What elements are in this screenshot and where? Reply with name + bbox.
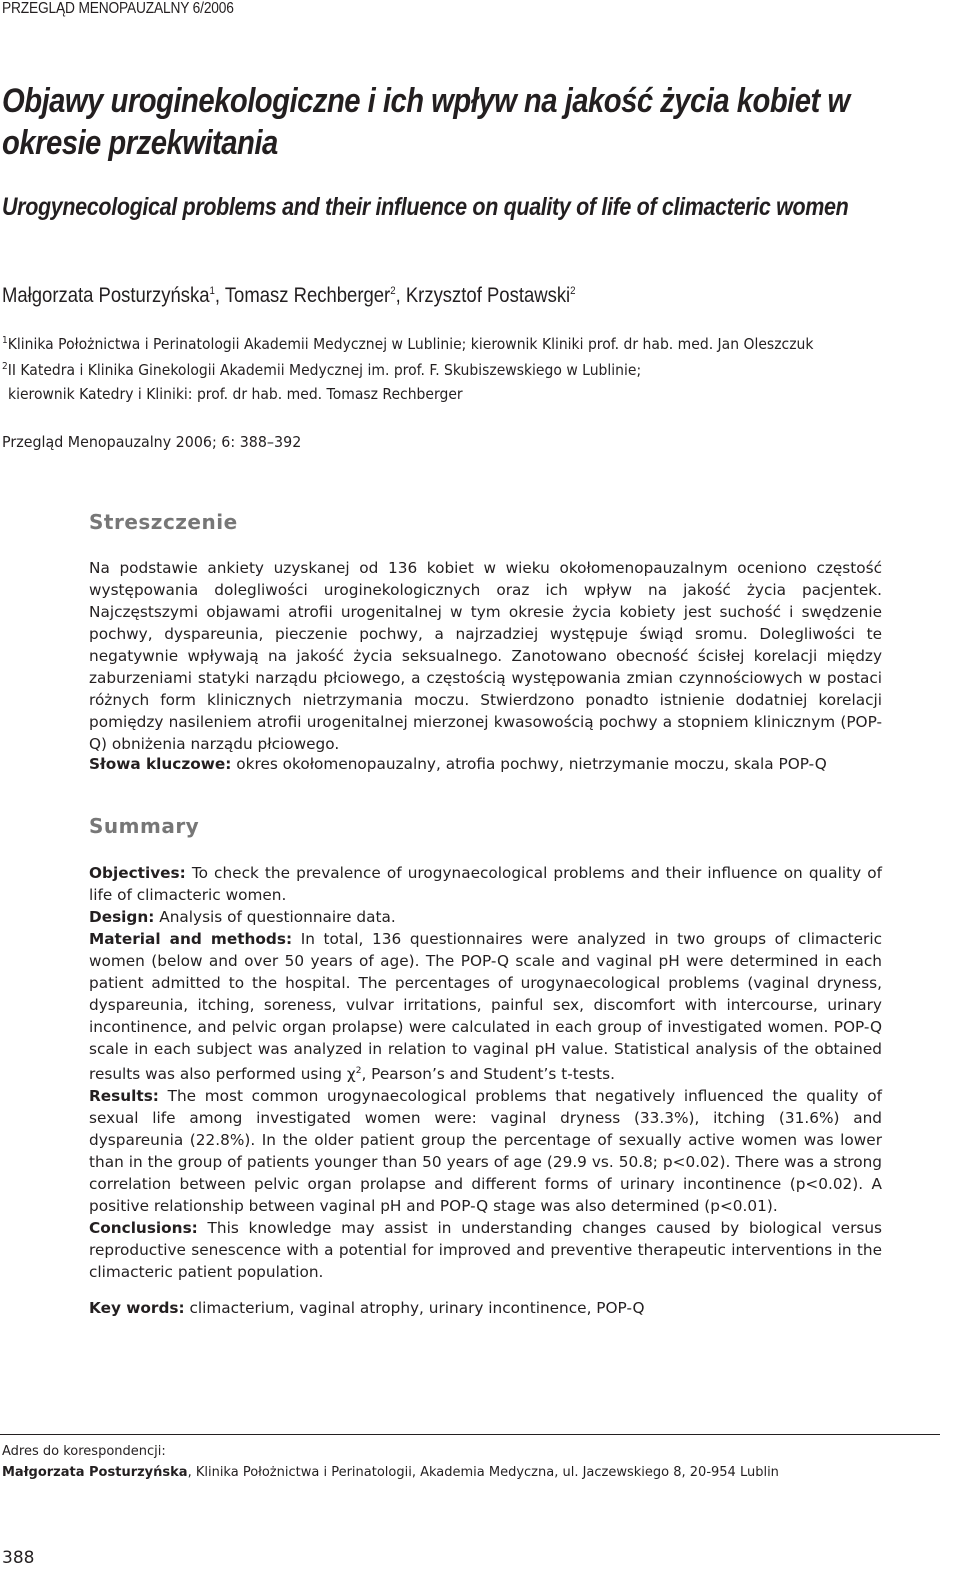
citation: Przegląd Menopauzalny 2006; 6: 388–392	[2, 433, 302, 451]
author-list	[2, 284, 900, 308]
author-affiliation-mark: 2	[570, 285, 576, 297]
article-title-english: Urogynecological problems and their influence on quality of life of climacteric women	[2, 193, 849, 221]
correspondence-name: Małgorzata Posturzyńska	[2, 1465, 188, 1480]
summary-heading: Summary	[89, 814, 200, 838]
objectives-label: Objectives:	[89, 864, 186, 882]
author-separator: ,	[214, 284, 225, 307]
summary-body	[89, 862, 882, 1283]
results-text: The most common urogynaecological problems that negatively influenced the quality of sexual life among investigated women were: vaginal dryness (33.3%), itching (31.6%) and dyspareunia (22.8%). In the older patient group the percentage of sexually active women was lower than in the group of patients younger than 50 years of age (29.9 vs. 50.8; p<0.02). There was a strong correlation between pelvic organ prolapse and different forms of urinary incontinence (p<0.02). A positive relationship between vaginal pH and POP-Q stage was also determined (p<0.01).	[89, 1087, 882, 1216]
keywords-text: climacterium, vaginal atrophy, urinary incontinence, POP-Q	[184, 1299, 645, 1317]
keywords-label: Słowa kluczowe:	[89, 755, 232, 773]
methods-text-end: , Pearson’s and Student’s t-tests.	[361, 1065, 615, 1084]
author-name: Tomasz Rechberger	[224, 284, 391, 307]
affiliation-mark: 1	[2, 335, 8, 346]
keywords-label: Key words:	[89, 1299, 185, 1317]
page-number: 388	[2, 1548, 35, 1568]
streszczenie-text: Na podstawie ankiety uzyskanej od 136 kobiet w wieku okołomenopauzalnym oceniono częstość występowania dolegliwości uroginekologicznych oraz ich wpływ na jakość życia pacjentek. Najczęstszymi objawami atrofii urogenitalnej w tym okresie życia kobiety jest suchość i swędzenie pochwy, dyspareunia, pieczenie pochwy, a najrzadziej występuje świąd sromu. Dolegliwości te negatywnie wpływają na jakość życia seksualnego. Zanotowano obecność ścisłej korelacji między zaburzeniami statyki narządu płciowego, a częstością występowania zmian czynnościowych w postaci różnych form klinicznych nietrzymania moczu. Stwierdzono ponadto istnienie dodatniej korelacji pomiędzy nasileniem atrofii urogenitalnej mierzonej kwasowością pochwy a stopniem klinicznym (POP-Q) obniżenia narządu płciowego.	[89, 559, 882, 753]
correspondence-address	[2, 1465, 779, 1480]
methods-text: In total, 136 questionnaires were analyzed in two groups of climacteric women (below and over 50 years of age). The POP-Q scale and vaginal pH were determined in each patient admitted to the hospital. The percentages of urogynaecological problems (vaginal dryness, dyspareunia, itching, soreness, vulvar irritations, painful sex, discomfort with intercourse, urinary incontinence, and pelvic organ prolapse) were calculated in each group of investigated women. POP-Q scale in each subject was analyzed in relation to vaginal pH value. Statistical analysis of the obtained results was also performed using χ	[89, 930, 882, 1084]
streszczenie-heading: Streszczenie	[89, 510, 238, 534]
article-title-polish: Objawy uroginekologiczne i ich wpływ na jakość życia kobiet w okresie przekwitania	[2, 82, 850, 162]
author-name: Krzysztof Postawski	[405, 284, 571, 307]
correspondence-label: Adres do korespondencji:	[2, 1444, 166, 1459]
conclusions-paragraph	[89, 1217, 882, 1283]
footer-divider	[0, 1434, 940, 1435]
design-text: Analysis of questionnaire data.	[154, 908, 396, 926]
author-separator: ,	[395, 284, 406, 307]
affiliation-2-continued: kierownik Katedry i Kliniki: prof. dr hab. med. Tomasz Rechberger	[8, 385, 463, 403]
affiliation-1	[2, 335, 902, 353]
keywords-text: okres okołomenopauzalny, atrofia pochwy, nietrzymanie moczu, skala POP-Q	[231, 755, 827, 773]
conclusions-label: Conclusions:	[89, 1219, 198, 1238]
objectives-paragraph	[89, 862, 882, 906]
affiliation-text: II Katedra i Klinika Ginekologii Akademii Medycznej im. prof. F. Skubiszewskiego w Lublinie;	[7, 361, 642, 380]
conclusions-text: This knowledge may assist in understanding changes caused by biological versus reproductive senescence with a potential for improved and preventive therapeutic interventions in the climacteric patient population.	[89, 1219, 882, 1282]
polish-keywords	[89, 753, 827, 775]
correspondence-details: , Klinika Położnictwa i Perinatologii, Akademia Medyczna, ul. Jaczewskiego 8, 20-954 Lublin	[187, 1465, 779, 1480]
design-paragraph	[89, 906, 882, 928]
chi-squared-sup: 2	[355, 1066, 362, 1076]
results-label: Results:	[89, 1087, 159, 1106]
methods-paragraph	[89, 928, 882, 1085]
affiliation-mark: 2	[2, 361, 8, 372]
english-keywords	[89, 1297, 645, 1319]
affiliation-2	[2, 361, 902, 379]
results-paragraph	[89, 1085, 882, 1217]
author-affiliation-mark: 2	[390, 285, 396, 297]
affiliation-text: Klinika Położnictwa i Perinatologii Akademii Medycznej w Lublinie; kierownik Kliniki prof. dr hab. med. Jan Oleszczuk	[7, 335, 814, 354]
design-label: Design:	[89, 908, 155, 926]
objectives-text: To check the prevalence of urogynaecological problems and their influence on quality of life of climacteric women.	[89, 864, 882, 904]
author-name: Małgorzata Posturzyńska	[2, 284, 210, 307]
methods-label: Material and methods:	[89, 930, 293, 948]
author-affiliation-mark: 1	[209, 285, 215, 297]
journal-header: PRZEGLĄD MENOPAUZALNY 6/2006	[2, 0, 234, 17]
